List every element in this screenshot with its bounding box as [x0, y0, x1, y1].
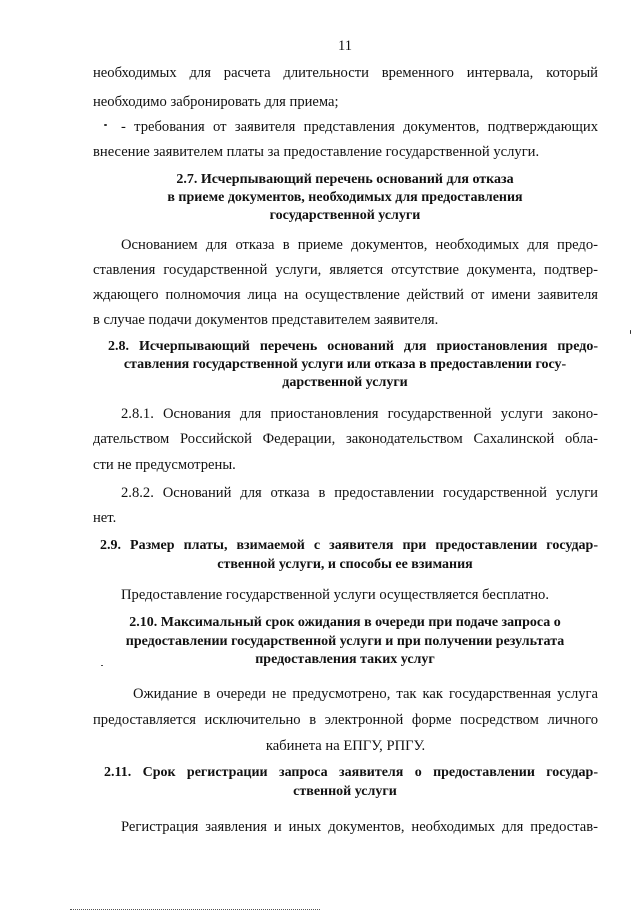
scan-speck: [630, 330, 631, 334]
text-line: необходимо забронировать для приема;: [93, 94, 339, 110]
text-line: Предоставление государственной услуги осуществляется бесплатно.: [121, 587, 549, 603]
text-line: сти не предусмотрены.: [93, 457, 236, 473]
text-line: 2.8.2. Оснований для отказа в предоставлении государственной услуги: [121, 485, 598, 501]
section-heading-2-11: 2.11. Срок регистрации запроса заявителя о предоставлении государ-: [104, 765, 598, 780]
scan-edge-line: [70, 909, 320, 911]
text-line: в случае подачи документов представителем заявителя.: [93, 312, 439, 328]
section-heading-2-10: предоставления таких услуг: [255, 652, 435, 667]
text-line: - требования от заявителя представления документов, подтверждающих: [121, 119, 598, 135]
section-heading-2-7: в приеме документов, необходимых для предоставления: [167, 190, 523, 205]
scan-speck: [101, 665, 103, 666]
section-heading-2-11: ственной услуги: [293, 784, 397, 799]
page-number: 11: [338, 38, 352, 54]
text-line: нет.: [93, 510, 117, 526]
section-heading-2-8: 2.8. Исчерпывающий перечень оснований для приостановления предо-: [108, 339, 598, 354]
text-line: ждающего полномочия лица на осуществление действий от имени заявителя: [93, 287, 598, 303]
text-line: ставления государственной услуги, является отсутствие документа, подтвер-: [93, 262, 598, 278]
section-heading-2-8: дарственной услуги: [282, 375, 408, 390]
text-line: Регистрация заявления и иных документов, необходимых для предостав-: [121, 819, 598, 835]
section-heading-2-8: ставления государственной услуги или отказа в предоставлении госу-: [123, 357, 567, 372]
text-line: Ожидание в очереди не предусмотрено, так как государственная услуга: [133, 686, 598, 702]
section-heading-2-7: государственной услуги: [269, 208, 421, 223]
section-heading-2-9: ственной услуги, и способы ее взимания: [217, 557, 473, 572]
text-line: 2.8.1. Основания для приостановления государственной услуги законо-: [121, 406, 598, 422]
section-heading-2-10: 2.10. Максимальный срок ожидания в очереди при подаче запроса о: [129, 615, 561, 630]
section-heading-2-7: 2.7. Исчерпывающий перечень оснований для отказа: [176, 172, 514, 187]
text-line: предоставляется исключительно в электронной форме посредством личного: [93, 712, 598, 728]
text-line: дательством Российской Федерации, законодательством Сахалинской обла-: [93, 431, 598, 447]
text-line: необходимых для расчета длительности временного интервала, который: [93, 65, 598, 81]
scan-speck: [104, 124, 107, 126]
section-heading-2-10: предоставлении государственной услуги и при получении результата: [125, 634, 565, 649]
text-line: кабинета на ЕПГУ, РПГУ.: [265, 738, 426, 754]
text-line: внесение заявителем платы за предоставление государственной услуги.: [93, 144, 540, 160]
section-heading-2-9: 2.9. Размер платы, взимаемой с заявителя при предоставлении государ-: [100, 538, 598, 553]
text-line: Основанием для отказа в приеме документов, необходимых для предо-: [121, 237, 598, 253]
